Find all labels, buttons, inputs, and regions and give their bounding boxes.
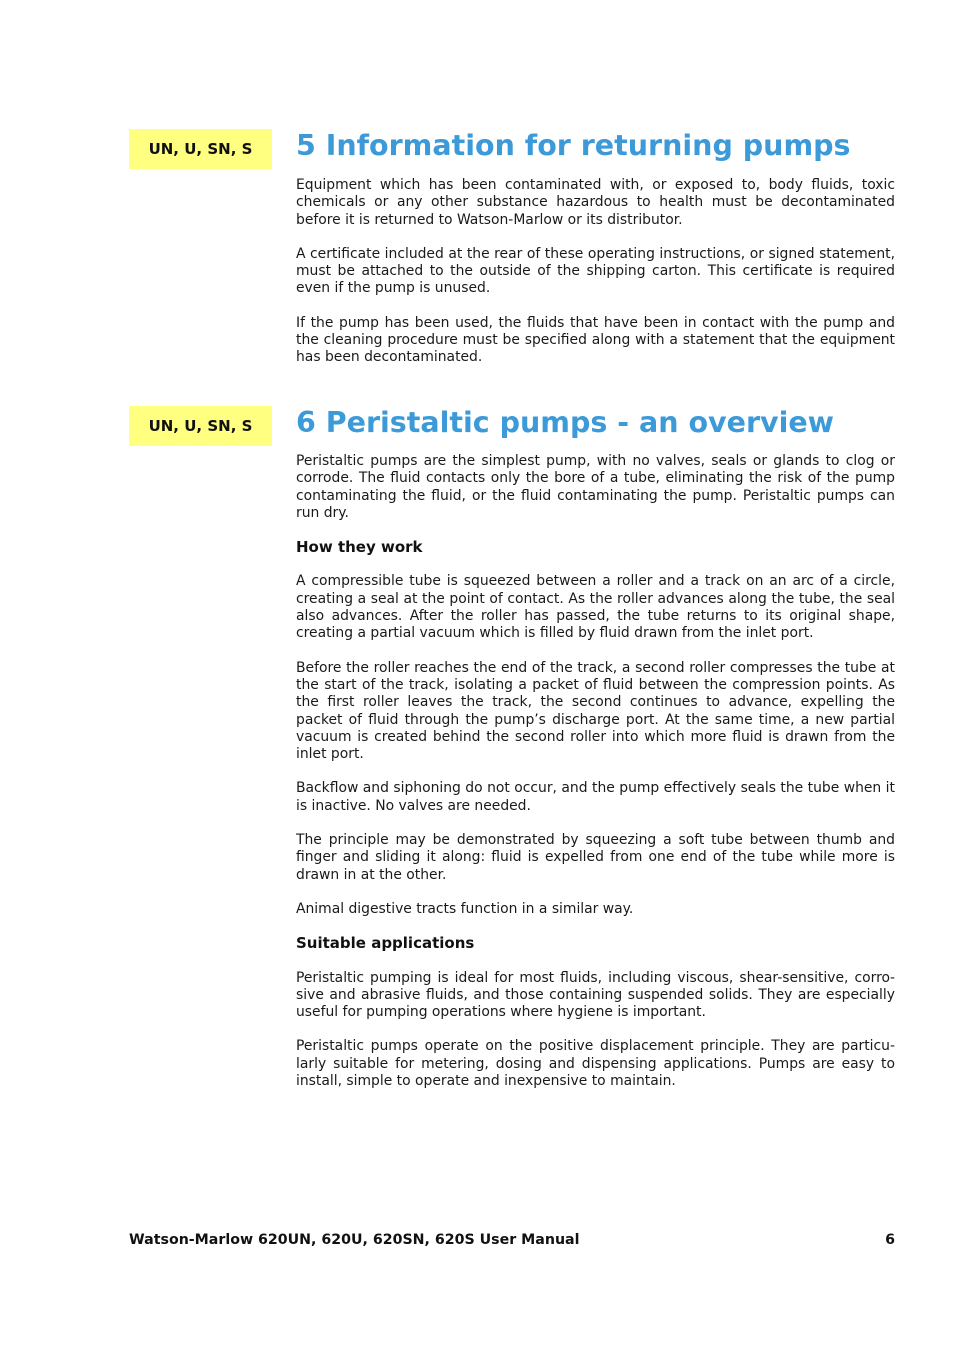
page-number: 6 (885, 1232, 895, 1248)
section-6-body (296, 453, 895, 1107)
section-5-heading: 5 Information for returning pumps (296, 129, 851, 162)
model-tag-section-6: UN, U, SN, S (129, 406, 272, 446)
subsection-heading-how-they-work: How they work (296, 538, 423, 557)
paragraph: Peristaltic pumps operate on the positive displacement principle. They are particularly suitable for metering, dosing and dispensing applications. Pumps are easy to install, simple to operate and inexpensive to maintain. (296, 1038, 895, 1090)
paragraph: A certificate included at the rear of these operating instructions, or signed statement, must be attached to the outside of the shipping carton. This certificate is required even if the pump is unused. (296, 245, 895, 297)
paragraph: If the pump has been used, the fluids that have been in contact with the pump and the cleaning procedure must be specified along with a statement that the equipment has been decontaminated. (296, 314, 895, 366)
paragraph: Backflow and siphoning do not occur, and the pump effectively seals the tube when it is inactive. No valves are needed. (296, 780, 895, 814)
section-6-heading: 6 Peristaltic pumps - an overview (296, 406, 835, 439)
subsection-heading-suitable-applications: Suitable applications (296, 934, 475, 953)
paragraph: Peristaltic pumping is ideal for most fluids, including viscous, shear-sensitive, corrosive and abrasive fluids, and those containing suspended solids. They are especially useful for pumping operations where hygiene is important. (296, 969, 895, 1021)
paragraph: Peristaltic pumps are the simplest pump, with no valves, seals or glands to clog or corrode. The fluid contacts only the bore of a tube, eliminating the risk of the pump contaminating the fluid, or the fluid contaminating the pump. Peristaltic pumps can run dry. (296, 453, 895, 521)
model-tag-section-5: UN, U, SN, S (129, 129, 272, 169)
paragraph: Equipment which has been contaminated with, or exposed to, body fluids, toxic chemicals or any other substance hazardous to health must be decontaminated before it is returned to Watson-Marlow or its distributor. (296, 177, 895, 228)
paragraph: Animal digestive tracts function in a similar way. (296, 900, 634, 917)
section-5-body (296, 177, 895, 384)
paragraph: Before the roller reaches the end of the track, a second roller compresses the tube at the start of the track, isolating a packet of fluid between the compression points. As the first roller leaves the track, the second continues to advance, expelling the packet of fluid through the pump’s discharge port. At the same time, a new partial vacuum is created behind the second roller into which more fluid is drawn from the inlet port. (296, 659, 895, 763)
footer-manual-title: Watson-Marlow 620UN, 620U, 620SN, 620S User Manual (129, 1232, 580, 1248)
paragraph: A compressible tube is squeezed between a roller and a track on an arc of a circle, creating a seal at the point of contact. As the roller advances along the tube, the seal also advances. After the roller has passed, the tube returns to its original shape, creating a partial vacuum which is filled by fluid drawn from the inlet port. (296, 573, 895, 642)
paragraph: The principle may be demonstrated by squeezing a soft tube between thumb and finger and sliding it along: fluid is expelled from one end of the tube while more is drawn in at the other. (296, 832, 895, 883)
